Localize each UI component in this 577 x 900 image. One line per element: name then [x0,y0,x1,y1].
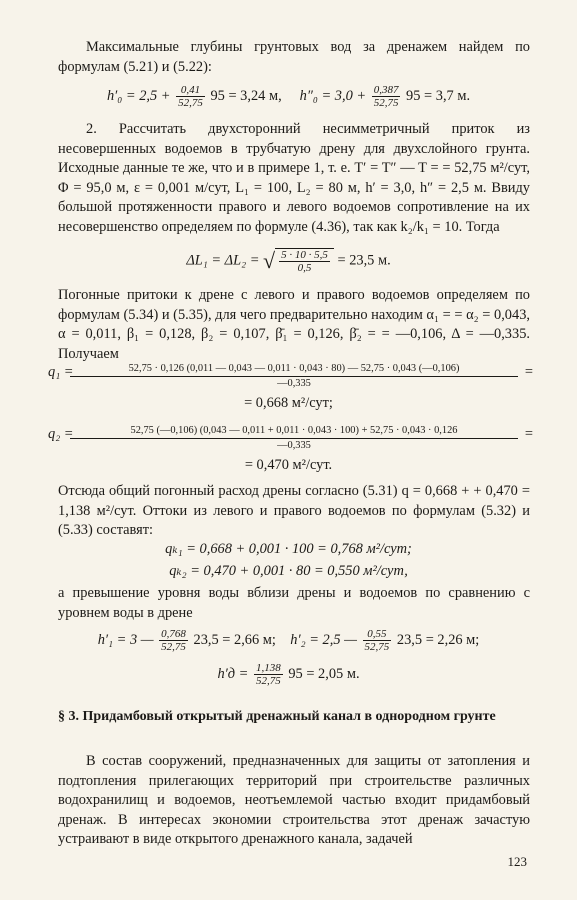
eq8-left: h′д = [217,665,249,682]
eq7-right-b: 23,5 = 2,26 м; [396,631,480,648]
paragraph-intro: Максимальные глубины грунтовых вод за дренажем найдем по формулам (5.21) и (5.22): [58,39,530,75]
eq3-den: —0,335 [277,378,311,389]
equation-q2 [48,424,533,454]
eq1-fraction-a [176,84,205,109]
equation-hd [0,662,577,687]
eq2-num: 5 · 10 · 5,5 [281,249,328,261]
eq8-num: 1,138 [256,662,281,674]
eq4-num: 52,75 (—0,106) (0,043 — 0,011 + 0,011 · 0,043 · 100) + 52,75 · 0,043 · 0,126 [70,424,518,439]
eq1-right-a: 95 = 3,24 м, [210,87,282,104]
eq1-den-a: 52,75 [178,97,203,109]
eq2-left: ΔL₁ = ΔL₂ = [186,252,260,269]
eq1-left-a: h′₀ = 2,5 + [106,87,171,104]
equation-max-depths [0,84,577,109]
paragraph-section-3: В состав сооружений, предназначенных для защиты от затопления и подтопления прилегающих территорий при строительстве различных водохранилищ и водоемов, неотъемлемой частью входит придамбовый дренаж. В интересах экономии строительства этот дренаж зачастую устраивают в виде открытого дренажного канала, задачей [58,753,530,848]
eq7-den-b: 52,75 [364,641,390,653]
eq8-right: 95 = 2,05 м. [288,665,360,682]
eq2-sqrt [275,248,334,274]
paragraph-inflows: Погонные притоки к дрене с левого и правого водоемов определяем по формулам (5.34) и (5.35), для чего предварительно находим α₁ = = α₂ = 0,043, α = 0,011, β₁ = 0,128, β₂ = 0,107, β̄₁ = 0,126, β̄₂ = = —0,106, Δ = —0,335. Получаем [58,287,530,362]
equation-q1-result: = 0,668 м²/сут; [244,395,333,411]
section-heading: § 3. Придамбовый открытый дренажный канал в однородном грунте [58,709,496,724]
paragraph-level-excess: а превышение уровня воды вблизи дрены и водоемов по сравнению с уровнем воды в дрене [58,585,530,621]
equation-delta-l: ΔL₁ = ΔL₂ = √ $\frac{5 \cdot 10 \cdot 5,5}{0,5}$ = 23,5 м. [186,248,391,274]
paragraph-example-2: 2. Рассчитать двухсторонний несимметричный приток из несовершенных водоемов в трубчатую дрену для двухслойного грунта. Исходные данные те же, что и в примере 1, т. е. T′ = T″ — T = = 52,75 м²/сут, Φ = 95,0 м, ε = 0,001 м/сут, L₁ = 100, L₂ = 80 м, h′ = 3,0, h″ = 2,5 м. Ввиду большой протяженности правого и левого водоемов сопротивление на их несовершенство определяем по формуле (4.36), так как k₂/k₁ = 10. Тогда [58,121,530,235]
eq7-den-a: 52,75 [161,641,186,653]
equation-q2-result: = 0,470 м²/сут. [244,457,333,473]
eq1-num-b: 0,387 [373,84,399,96]
eq1-num-a: 0,41 [176,84,205,97]
equation-q1 [48,362,533,392]
eq3-num: 52,75 · 0,126 (0,011 — 0,043 — 0,011 · 0,043 · 80) — 52,75 · 0,043 (—0,106) [70,362,518,377]
page-number: 123 [507,854,527,869]
equation-qk1: qₖ₁ = 0,668 + 0,001 · 100 = 0,768 м²/сут; [165,541,412,557]
equation-h1-h2 [0,628,577,653]
eq7-num-a: 0,768 [161,628,186,640]
eq4-lhs: q₂ = [48,426,74,442]
eq1-right-b: 95 = 3,7 м. [406,87,471,104]
eq2-den: 0,5 [297,262,312,274]
eq8-fraction [254,662,283,687]
eq8-den: 52,75 [256,675,281,687]
eq7-fraction-a [159,628,188,653]
eq1-left-b: h″₀ = 3,0 + [299,87,367,104]
eq4-den: —0,335 [277,440,311,451]
eq1-den-b: 52,75 [373,97,399,109]
eq1-fraction-b [372,84,401,109]
equation-qk2: qₖ₂ = 0,470 + 0,001 · 80 = 0,550 м²/сут, [169,563,408,579]
eq3-tail: = [524,364,533,380]
eq7-left-b: h′₂ = 2,5 — [290,631,357,648]
eq2-right: = 23,5 м. [337,252,391,269]
eq3-lhs: q₁ = [48,364,74,380]
eq4-tail: = [524,426,533,442]
eq7-right-a: 23,5 = 2,66 м; [193,631,276,648]
eq7-num-b: 0,55 [363,628,392,641]
eq7-left-a: h′₁ = 3 — [97,631,154,648]
paragraph-total-discharge: Отсюда общий погонный расход дрены согласно (5.31) q = 0,668 + + 0,470 = 1,138 м²/сут. Оттоки из левого и правого водоемов по формулам (5.32) и (5.33) составят: [58,483,530,539]
eq7-fraction-b [363,628,392,653]
